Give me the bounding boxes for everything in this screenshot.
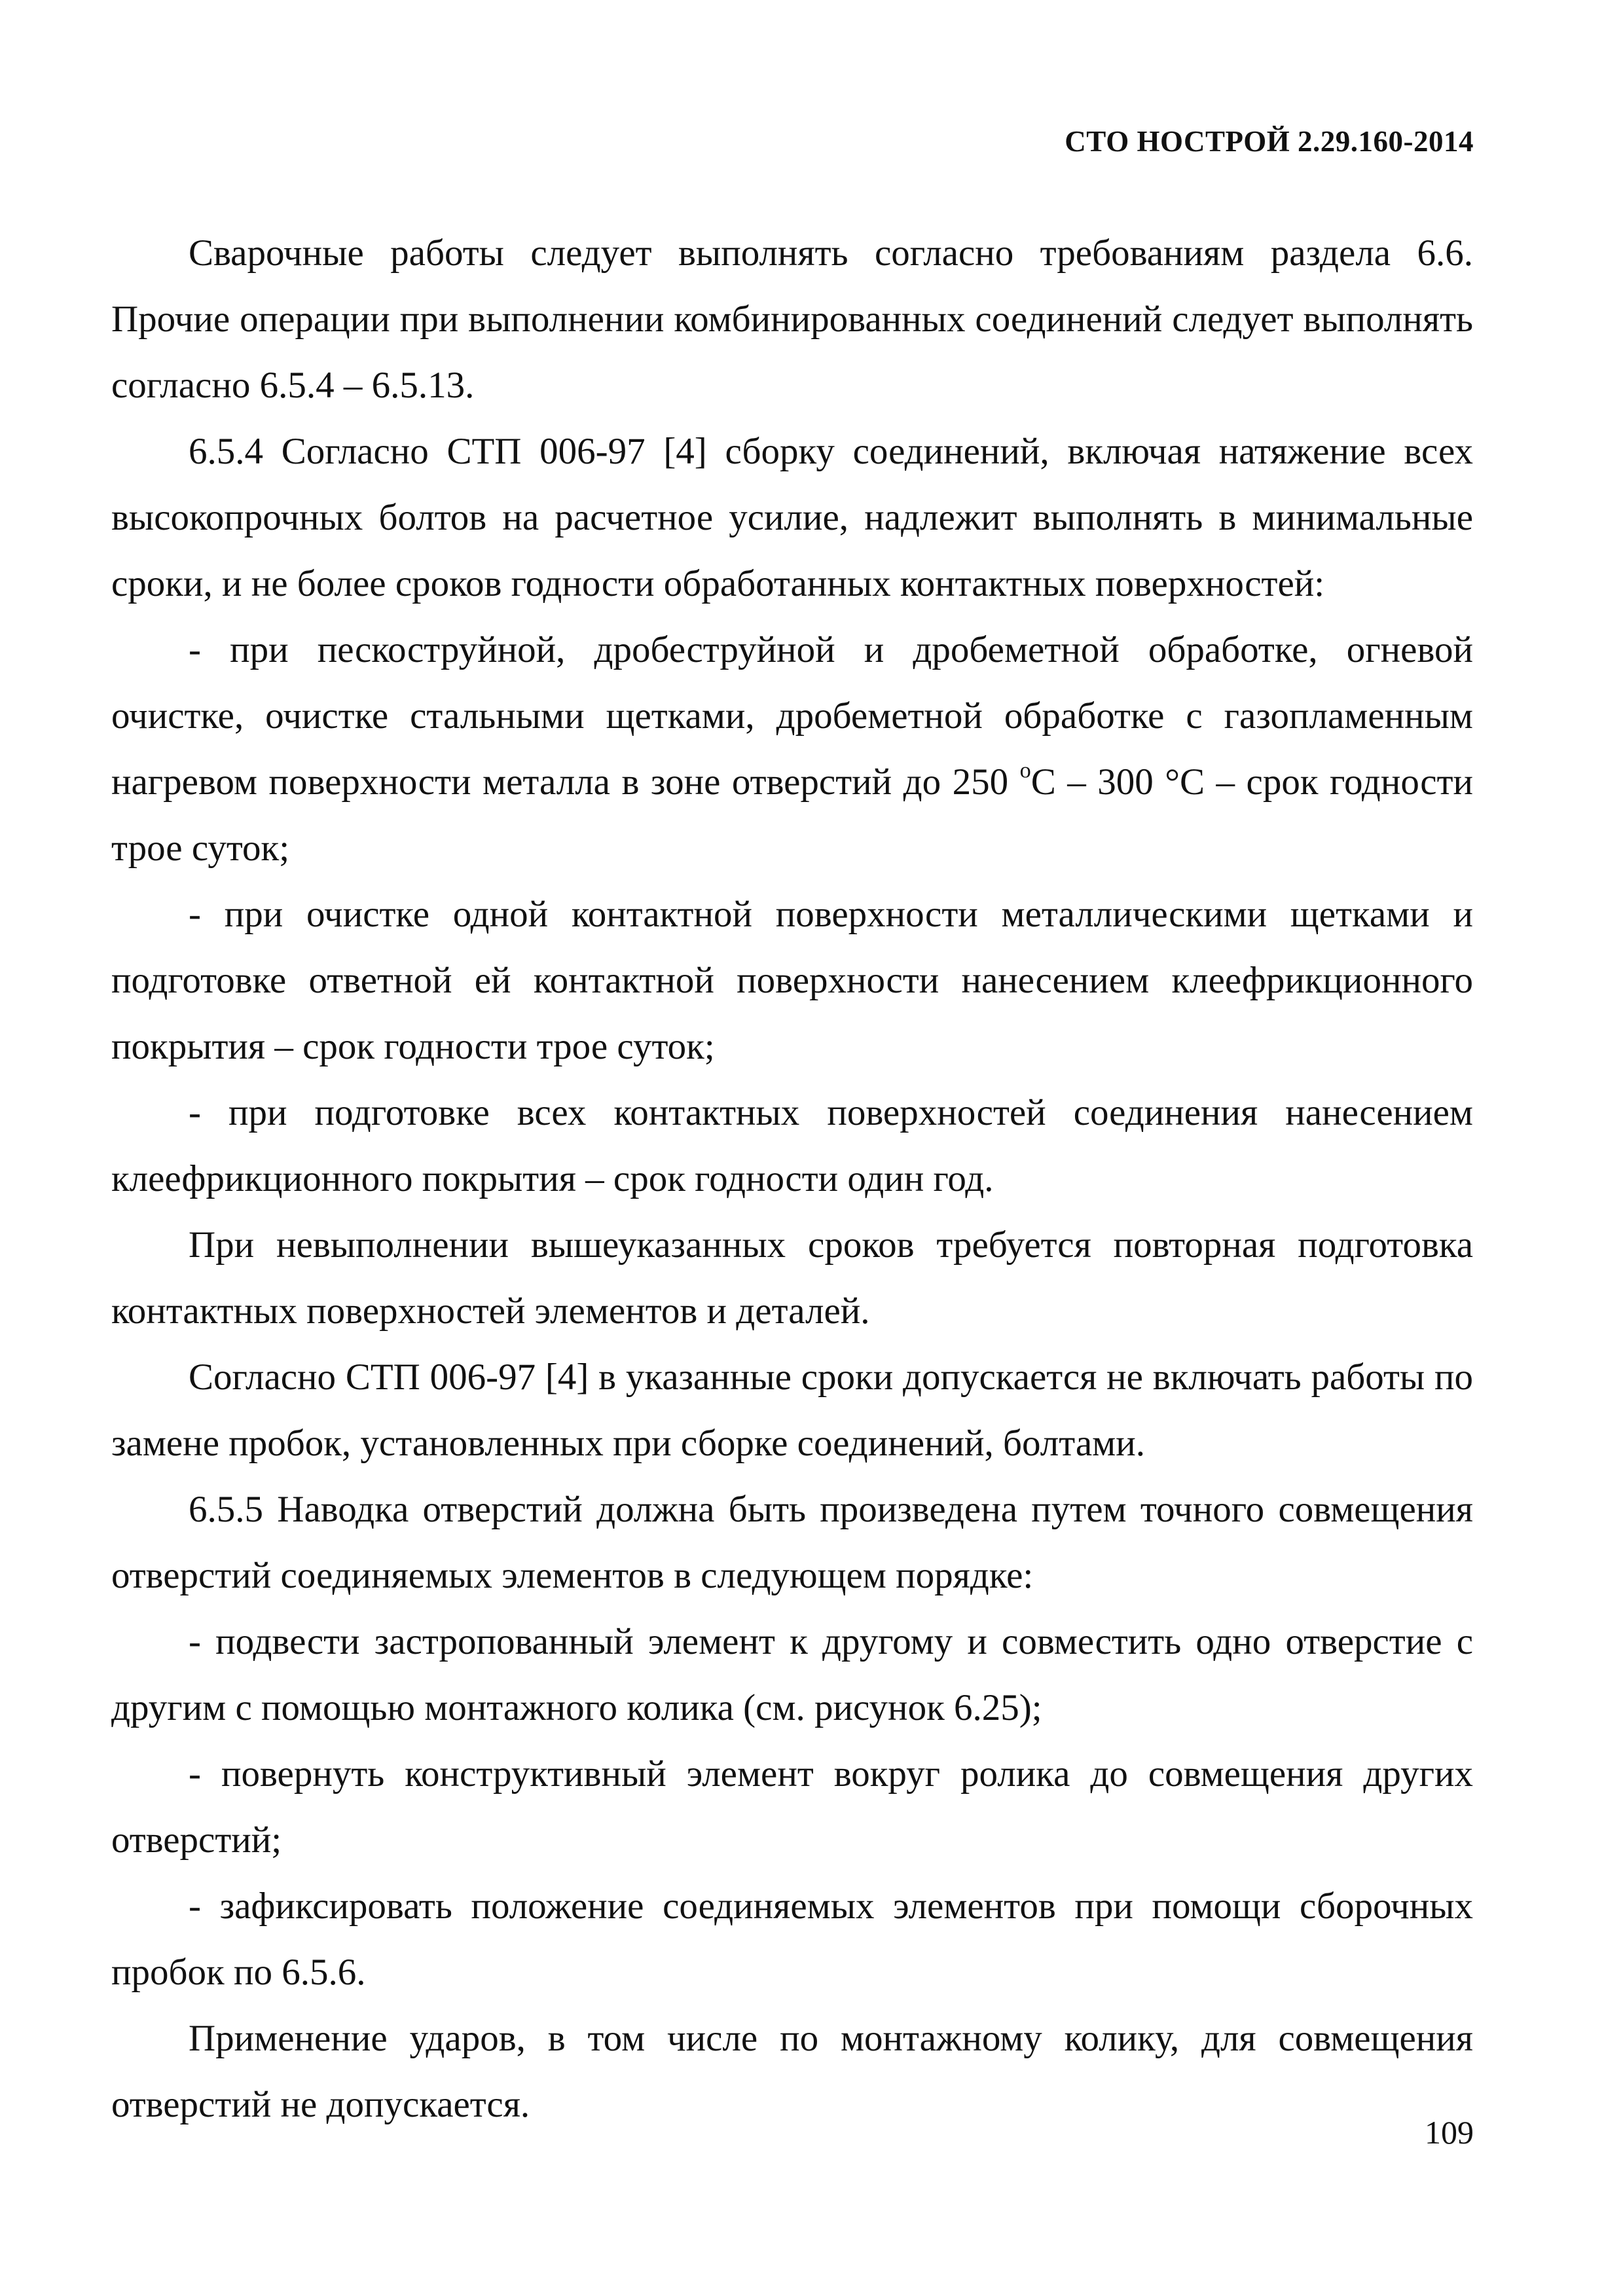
list-item-bring-element: - подвести застропованный элемент к другому и совместить одно отверстие с другим с помощью монтажного колика (см. рисунок 6.25); [111, 1621, 1473, 1728]
document-code-header: СТО НОСТРОЙ 2.29.160-2014 [1065, 125, 1474, 158]
paragraph-plugs: Согласно СТП 006-97 [4] в указанные сроки допускается не включать работы по замене пробок, установленных при сборке соединений, болтами. [111, 1357, 1473, 1464]
paragraph-brush-cleaning: - при очистке одной контактной поверхности металлическими щетками и подготовке ответной ей контактной поверхности нанесением клеефрикционного покрытия – срок годности трое суток; [111, 894, 1473, 1067]
page-number: 109 [1425, 2114, 1474, 2151]
paragraph-sandblasting-tail: C – 300 °C – срок годности трое суток; [111, 761, 1473, 869]
degree-superscript: o [1019, 758, 1031, 783]
paragraph-6-5-4: 6.5.4 Согласно СТП 006-97 [4] сборку соединений, включая натяжение всех высокопрочных болтов на расчетное усилие, надлежит выполнять в минимальные сроки, и не более сроков годности обработанных контактных поверхностей: [111, 431, 1473, 604]
paragraph-all-surfaces: - при подготовке всех контактных поверхностей соединения нанесением клеефрикционного покрытия – срок годности один год. [111, 1092, 1473, 1199]
list-item-rotate-element: - повернуть конструктивный элемент вокруг ролика до совмещения других отверстий; [111, 1753, 1473, 1861]
list-item-fix-position: - зафиксировать положение соединяемых элементов при помощи сборочных пробок по 6.5.6. [111, 1886, 1473, 1993]
paragraph-welding: Сварочные работы следует выполнять согласно требованиям раздела 6.6. Прочие операции при выполнении комбинированных соединений следует выполнять согласно 6.5.4 – 6.5.13. [111, 232, 1473, 406]
paragraph-no-impacts: Применение ударов, в том числе по монтажному колику, для совмещения отверстий не допускается. [111, 2018, 1473, 2125]
paragraph-sandblasting [111, 617, 1473, 881]
paragraph-repeat-prep: При невыполнении вышеуказанных сроков требуется повторная подготовка контактных поверхностей элементов и деталей. [111, 1224, 1473, 1332]
paragraph-sandblasting-text: - при пескоструйной, дробеструйной и дробеметной обработке, огневой очистке, очистке стальными щетками, дробеметной обработке с газопламенным нагревом поверхности металла в зоне отверстий до 250 [111, 629, 1473, 803]
paragraph-6-5-5: 6.5.5 Наводка отверстий должна быть произведена путем точного совмещения отверстий соединяемых элементов в следующем порядке: [111, 1489, 1473, 1596]
body-text [111, 220, 1473, 2138]
